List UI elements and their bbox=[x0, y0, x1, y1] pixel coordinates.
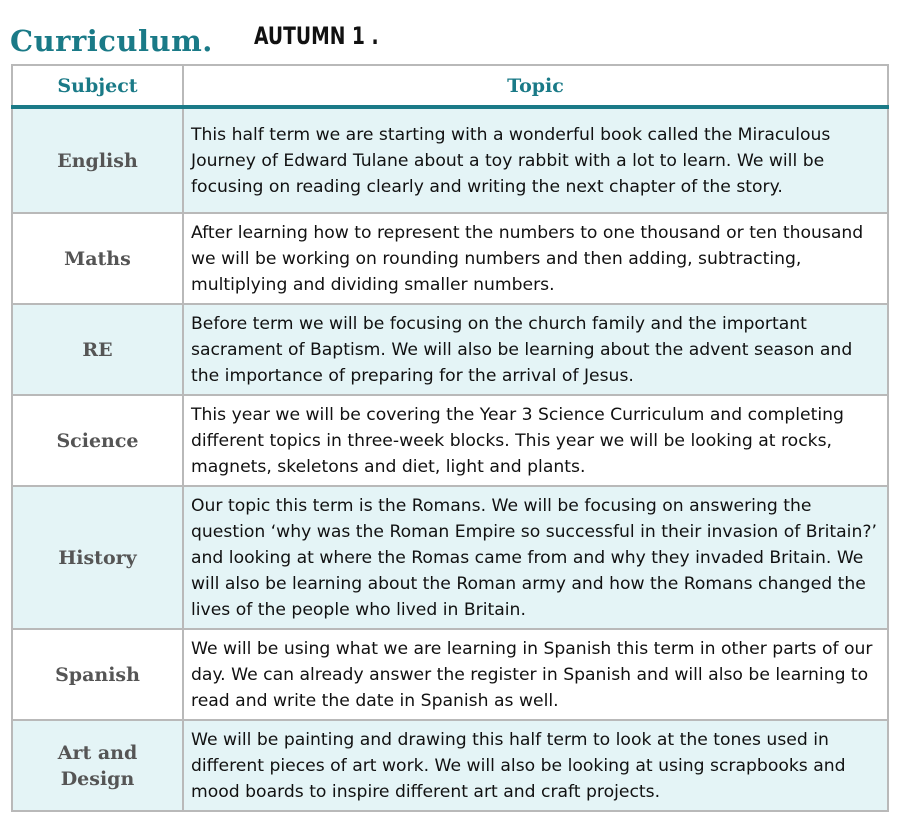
subject-cell: Spanish bbox=[12, 629, 183, 720]
table-row bbox=[12, 107, 888, 213]
table-header-row bbox=[12, 65, 888, 107]
table-row bbox=[12, 395, 888, 486]
topic-cell: This year we will be covering the Year 3 Science Curriculum and completing different topics in three-week blocks. This year we will be looking at rocks, magnets, skeletons and diet, light and plants. bbox=[183, 395, 888, 486]
topic-cell: We will be using what we are learning in Spanish this term in other parts of our day. We can already answer the register in Spanish and will also be learning to read and write the date in Spanish as well. bbox=[183, 629, 888, 720]
topic-cell: Our topic this term is the Romans. We will be focusing on answering the question ‘why was the Roman Empire so successful in their invasion of Britain?’ and looking at where the Romas came from and why they invaded Britain. We will also be learning about the Roman army and how the Romans changed the lives of the people who lived in Britain. bbox=[183, 486, 888, 629]
topic-cell: After learning how to represent the numbers to one thousand or ten thousand we will be working on rounding numbers and then adding, subtracting, multiplying and dividing smaller numbers. bbox=[183, 213, 888, 304]
subject-cell: RE bbox=[12, 304, 183, 395]
table-row bbox=[12, 720, 888, 811]
subject-cell: Art and Design bbox=[12, 720, 183, 811]
subject-cell: History bbox=[12, 486, 183, 629]
page-title: Curriculum. bbox=[10, 24, 213, 58]
column-header-topic: Topic bbox=[183, 65, 888, 107]
subject-cell: Science bbox=[12, 395, 183, 486]
column-header-subject: Subject bbox=[12, 65, 183, 107]
table-row bbox=[12, 629, 888, 720]
page-header bbox=[10, 18, 890, 58]
curriculum-table bbox=[11, 64, 889, 812]
topic-cell: Before term we will be focusing on the church family and the important sacrament of Baptism. We will also be learning about the advent season and the importance of preparing for the arrival of Jesus. bbox=[183, 304, 888, 395]
subject-cell: Maths bbox=[12, 213, 183, 304]
table-row bbox=[12, 304, 888, 395]
table-row bbox=[12, 486, 888, 629]
topic-cell: We will be painting and drawing this half term to look at the tones used in different pieces of art work. We will also be looking at using scrapbooks and mood boards to inspire different art and craft projects. bbox=[183, 720, 888, 811]
topic-cell: This half term we are starting with a wonderful book called the Miraculous Journey of Edward Tulane about a toy rabbit with a lot to learn. We will be focusing on reading clearly and writing the next chapter of the story. bbox=[183, 107, 888, 213]
table-row bbox=[12, 213, 888, 304]
subject-cell: English bbox=[12, 107, 183, 213]
term-label: AUTUMN 1 . bbox=[254, 22, 379, 50]
